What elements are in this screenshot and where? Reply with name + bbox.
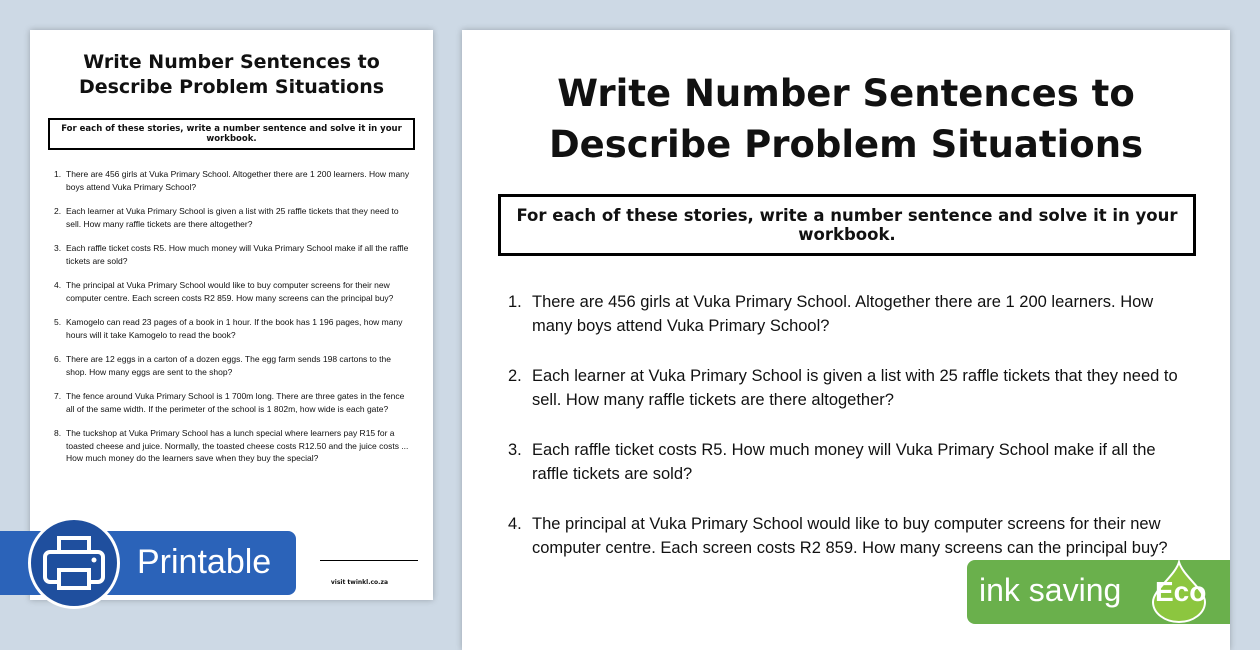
ink-saving-label: ink saving [979, 572, 1122, 608]
number: 5. [54, 317, 62, 327]
list-item [508, 290, 1190, 338]
number: 4. [54, 280, 62, 290]
question-list [54, 168, 413, 465]
number: 6. [54, 354, 62, 364]
list-item [54, 353, 413, 378]
worksheet-thumbnail [30, 30, 433, 600]
number: 1. [508, 293, 522, 311]
question-list [508, 290, 1190, 560]
question-text: The principal at Vuka Primary School would like to buy computer screens for their new computer centre. Each screen costs R2 859. How many screens can the principal buy? [66, 280, 394, 303]
worksheet-title [462, 68, 1230, 170]
question-text: There are 12 eggs in a carton of a dozen eggs. The egg farm sends 198 cartons to the shop. How many eggs are sent to the shop? [66, 354, 391, 377]
printable-label: Printable [137, 543, 272, 581]
title-line: Write Number Sentences to [557, 72, 1135, 115]
number: 7. [54, 391, 62, 401]
printer-icon [28, 517, 120, 609]
list-item [508, 438, 1190, 486]
question-text: The tuckshop at Vuka Primary School has a lunch special where learners pay R15 for a toasted cheese and juice. Normally, the toasted cheese costs R12.50 and the juice costs ... How much money do the learners save when they buy the special? [66, 428, 409, 463]
question-text: The principal at Vuka Primary School would like to buy computer screens for their new computer centre. Each screen costs R2 859. How many screens can the principal buy? [532, 515, 1168, 557]
printable-badge [0, 531, 296, 595]
question-text: Each learner at Vuka Primary School is given a list with 25 raffle tickets that they need to sell. How many raffle tickets are there altogether? [532, 367, 1178, 409]
list-item [54, 316, 413, 341]
list-item [54, 242, 413, 267]
eco-label: Eco [1155, 576, 1207, 607]
worksheet-title [30, 50, 433, 100]
instruction-box: For each of these stories, write a number sentence and solve it in your workbook. [48, 118, 415, 150]
footer: visit twinkl.co.za [320, 560, 418, 586]
title-line: Write Number Sentences to [83, 51, 380, 73]
list-item [54, 279, 413, 304]
question-text: Each learner at Vuka Primary School is given a list with 25 raffle tickets that they need to sell. How many raffle tickets are there altogether? [66, 206, 399, 229]
question-text: There are 456 girls at Vuka Primary School. Altogether there are 1 200 learners. How many boys attend Vuka Primary School? [66, 169, 410, 192]
list-item [54, 168, 413, 193]
question-text: Kamogelo can read 23 pages of a book in 1 hour. If the book has 1 196 pages, how many hours will it take Kamogelo to read the book? [66, 317, 403, 340]
number: 3. [508, 441, 522, 459]
question-text: Each raffle ticket costs R5. How much money will Vuka Primary School make if all the raffle tickets are sold? [66, 243, 409, 266]
list-item [54, 205, 413, 230]
instruction-box: For each of these stories, write a number sentence and solve it in your workbook. [498, 194, 1196, 256]
list-item [508, 364, 1190, 412]
number: 2. [54, 206, 62, 216]
question-text: The fence around Vuka Primary School is 1 700m long. There are three gates in the fence all of the same width. If the perimeter of the school is 1 802m, how wide is each gate? [66, 391, 405, 414]
worksheet-preview [462, 30, 1230, 650]
list-item [54, 427, 413, 465]
number: 2. [508, 367, 522, 385]
number: 1. [54, 169, 62, 179]
number: 3. [54, 243, 62, 253]
question-text: Each raffle ticket costs R5. How much money will Vuka Primary School make if all the raffle tickets are sold? [532, 441, 1156, 483]
number: 8. [54, 428, 62, 438]
title-line: Describe Problem Situations [78, 76, 385, 98]
list-item [508, 512, 1190, 560]
question-text: There are 456 girls at Vuka Primary School. Altogether there are 1 200 learners. How many boys attend Vuka Primary School? [532, 293, 1154, 335]
ink-saving-badge [967, 560, 1230, 624]
list-item [54, 390, 413, 415]
number: 4. [508, 515, 522, 533]
title-line: Describe Problem Situations [548, 123, 1144, 166]
